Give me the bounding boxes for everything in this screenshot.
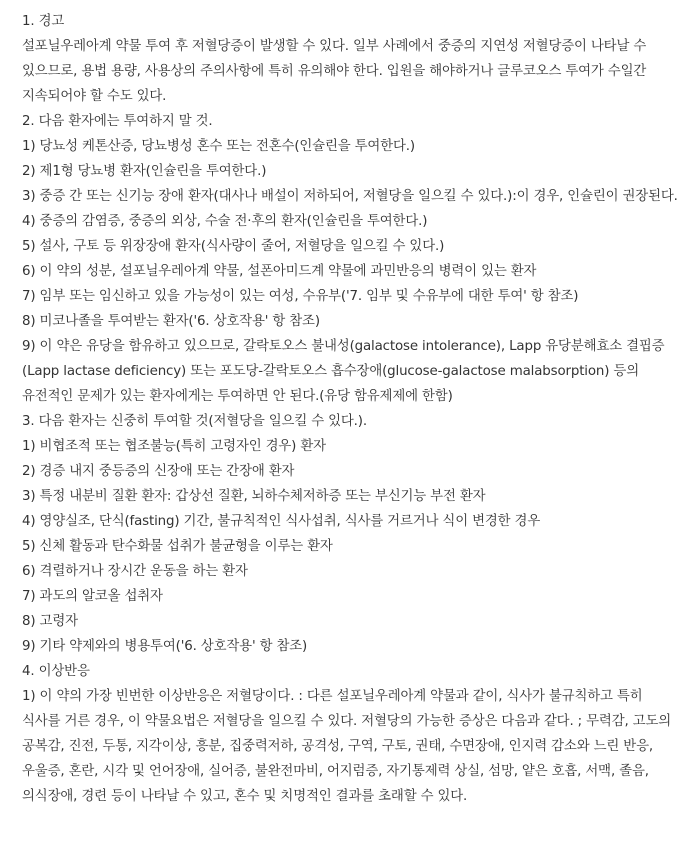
list-item: 4) 영양실조, 단식(fasting) 기간, 불규칙적인 식사섭취, 식사를 거르거나 식이 변경한 경우 xyxy=(22,514,541,529)
list-item: 1) 당뇨성 케톤산증, 당뇨병성 혼수 또는 전혼수(인슐린을 투여한다.) xyxy=(22,139,415,154)
section-heading-caution: 3. 다음 환자는 신중히 투여할 것(저혈당을 일으킬 수 있다.). xyxy=(22,414,367,429)
list-item: 6) 이 약의 성분, 설포닐우레아계 약물, 설폰아미드계 약물에 과민반응의 병력이 있는 환자 xyxy=(22,264,537,279)
list-item: 8) 미코나졸을 투여받는 환자('6. 상호작용' 항 참조) xyxy=(22,314,320,329)
list-item: 9) 기타 약제와의 병용투여('6. 상호작용' 항 참조) xyxy=(22,639,308,654)
list-item: 2) 경증 내지 중등증의 신장애 또는 간장애 환자 xyxy=(22,464,295,479)
list-item: 5) 신체 활동과 탄수화물 섭취가 불균형을 이루는 환자 xyxy=(22,539,333,554)
section-heading-warning: 1. 경고 xyxy=(22,14,65,29)
section-heading-adverse-reactions: 4. 이상반응 xyxy=(22,664,90,679)
list-item: 7) 임부 또는 임신하고 있을 가능성이 있는 여성, 수유부('7. 임부 및 수유부에 대한 투여' 항 참조) xyxy=(22,289,579,304)
list-item: 3) 특정 내분비 질환 환자: 갑상선 질환, 뇌하수체저하증 또는 부신기능 부전 환자 xyxy=(22,489,486,504)
paragraph-warning-text: 설포닐우레아계 약물 투여 후 저혈당증이 발생할 수 있다. 일부 사례에서 중증의 지연성 저혈당증이 나타날 수 있으므로, 용법 용량, 사용상의 주의사항에 특히 유의해야 한다. 입원을 해야하거나 글루코오스 투여가 수일간 지속되어야 할 수도 있다. xyxy=(22,39,647,104)
list-item: 7) 과도의 알코올 섭취자 xyxy=(22,589,163,604)
list-item: 6) 격렬하거나 장시간 운동을 하는 환자 xyxy=(22,564,248,579)
list-item: 3) 중증 간 또는 신기능 장애 환자(대사나 배설이 저하되어, 저혈당을 일으킬 수 있다.):이 경우, 인슐린이 권장된다. xyxy=(22,189,678,204)
list-item: 1) 비협조적 또는 협조불능(특히 고령자인 경우) 환자 xyxy=(22,439,326,454)
list-item: 8) 고령자 xyxy=(22,614,78,629)
list-item: 5) 설사, 구토 등 위장장애 환자(식사량이 줄어, 저혈당을 일으킬 수 있다.) xyxy=(22,239,445,254)
list-item: 4) 중증의 감염증, 중증의 외상, 수술 전·후의 환자(인슐린을 투여한다.) xyxy=(22,214,428,229)
list-item: 2) 제1형 당뇨병 환자(인슐린을 투여한다.) xyxy=(22,164,267,179)
section-heading-contraindications: 2. 다음 환자에는 투여하지 말 것. xyxy=(22,114,213,129)
list-item: 1) 이 약의 가장 빈번한 이상반응은 저혈당이다. : 다른 설포닐우레아계 약물과 같이, 식사가 불규칙하고 특히 식사를 거른 경우, 이 약물요법은 저혈당을 일으킬 수 있다. 저혈당의 가능한 증상은 다음과 같다. ; 무력감, 고도의 공복감, 진전, 두통, 지각이상, 흥분, 집중력저하, 공격성, 구역, 구토, 권태, 수면장애, 인지력 감소와 느린 반응, 우울증, 혼란, 시각 및 언어장애, 실어증, 불완전마비, 어지럼증, 자기통제력 상실, 섬망, 얕은 호흡, 서맥, 졸음, 의식장애, 경련 등이 나타날 수 있고, 혼수 및 치명적인 결과를 초래할 수 있다. xyxy=(22,689,672,804)
list-item: 9) 이 약은 유당을 함유하고 있으므로, 갈락토오스 불내성(galactose intolerance), Lapp 유당분해효소 결핍증(Lapp lactase deficiency) 또는 포도당-갈락토오스 흡수장애(glucose-galactose malabsorption) 등의 유전적인 문제가 있는 환자에게는 투여하면 안 된다.(유당 함유제제에 한함) xyxy=(22,339,665,404)
